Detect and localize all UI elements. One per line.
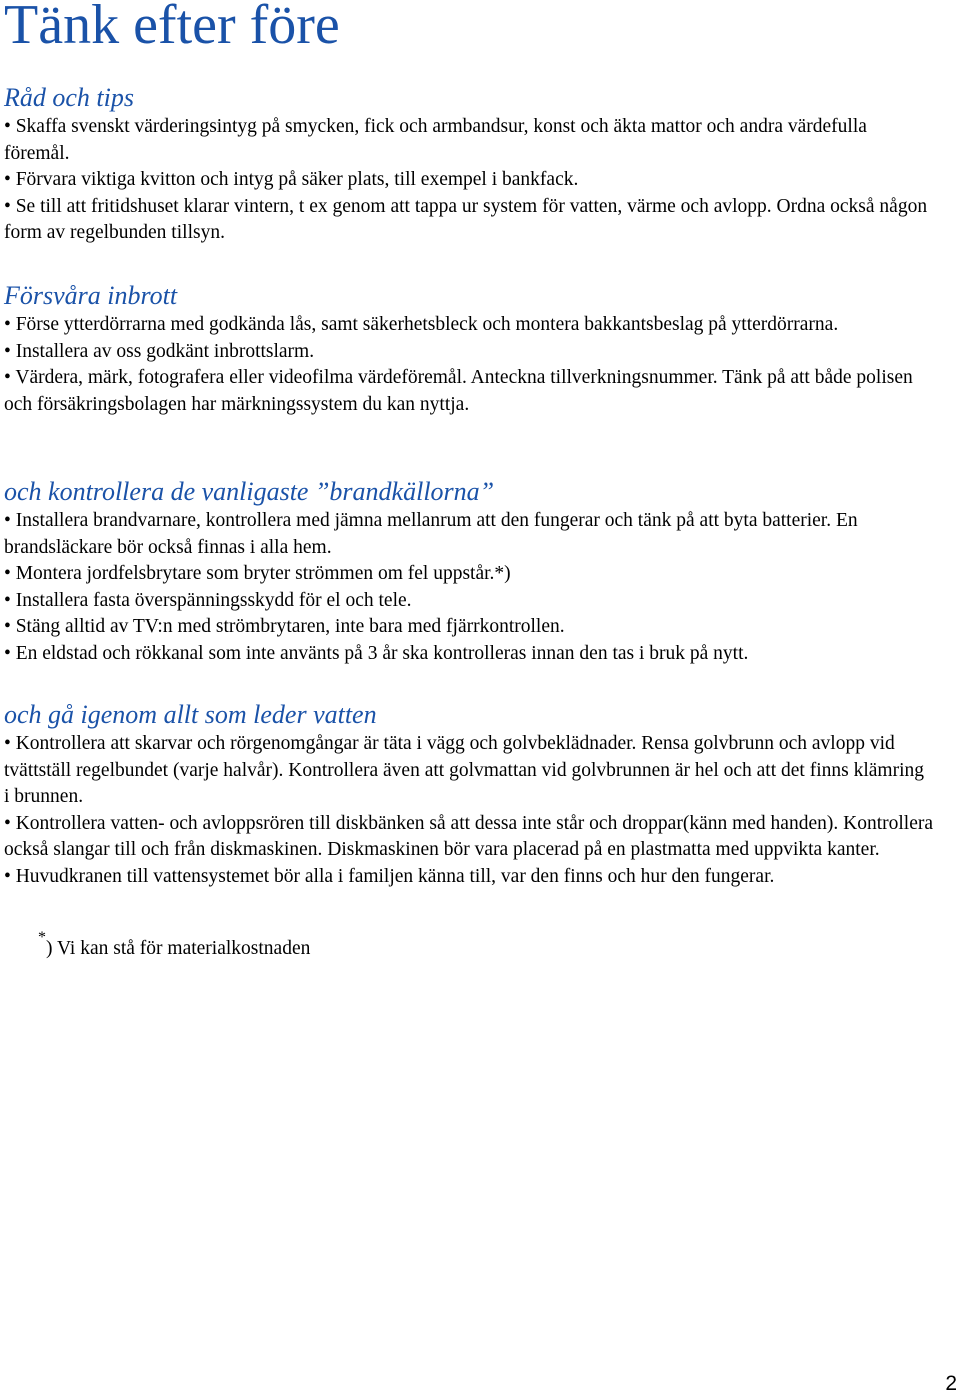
list-item-text: Se till att fritidshuset klarar vintern, t ex genom att tappa ur system för vatten, värme och avlopp. Ordna också någon form av regelbunden tillsyn.: [4, 195, 928, 243]
section-heading: och gå igenom allt som leder vatten: [4, 700, 377, 729]
list-item-text: Stäng alltid av TV:n med strömbrytaren, inte bara med fjärrkontrollen.: [15, 616, 565, 637]
list-item-text: Kontrollera vatten- och avloppsrören till diskbänken så att dessa inte står och droppar(känn med handen). Kontrollera också slangar till och från diskmaskinen. Diskmaskinen bör vara placerad på en plastmatta med uppvikta kanter.: [4, 812, 933, 860]
list-item-text: Kontrollera att skarvar och rörgenomgångar är täta i vägg och golvbeklädnader. Rensa golvbrunn och avlopp vid tvättställ regelbundet (varje halvår). Kontrollera även att golvmattan vid golvbrunnen är hel och att det finns klämring i brunnen.: [4, 733, 924, 807]
bullet-list: [4, 312, 934, 418]
section-heading: Råd och tips: [4, 83, 134, 112]
list-item: [4, 811, 934, 864]
list-item: [4, 614, 934, 641]
list-item: [4, 194, 934, 247]
bullet-icon: •: [4, 642, 11, 664]
bullet-list: [4, 114, 934, 247]
page-title: Tänk efter före: [4, 0, 340, 56]
list-item: [4, 365, 934, 418]
list-item-text: Huvudkranen till vattensystemet bör alla i familjen känna till, var den finns och hur den fungerar.: [15, 865, 775, 887]
bullet-icon: •: [4, 367, 11, 388]
footnote-mark: *: [38, 929, 46, 946]
bullet-icon: •: [4, 340, 11, 362]
list-item: [4, 339, 934, 366]
list-item: [4, 588, 934, 615]
bullet-icon: •: [4, 733, 11, 754]
list-item-text: Förse ytterdörrarna med godkända lås, samt säkerhetsbleck och montera bakkantsbeslag på ytterdörrarna.: [15, 314, 839, 335]
bullet-icon: •: [4, 589, 11, 611]
list-item-text: Installera fasta överspänningsskydd för el och tele.: [15, 589, 412, 611]
list-item-text: Montera jordfelsbrytare som bryter strömmen om fel uppstår.*): [15, 563, 511, 584]
list-item: [4, 312, 934, 339]
list-item: [4, 508, 934, 561]
list-item: [4, 641, 934, 668]
section-brandkallorna: [4, 476, 934, 667]
list-item-text: En eldstad och rökkanal som inte använts på 3 år ska kontrolleras innan den tas i bruk på nytt.: [15, 642, 749, 664]
list-item: [4, 864, 934, 891]
bullet-icon: •: [4, 616, 11, 637]
bullet-icon: •: [4, 195, 11, 217]
section-heading: och kontrollera de vanligaste ”brandkällorna”: [4, 477, 495, 506]
bullet-icon: •: [4, 314, 11, 335]
bullet-icon: •: [4, 116, 11, 137]
section-rad-och-tips: [4, 82, 934, 247]
bullet-icon: •: [4, 865, 11, 887]
list-item-text: Förvara viktiga kvitton och intyg på säker plats, till exempel i bankfack.: [15, 169, 579, 190]
bullet-icon: •: [4, 812, 11, 834]
bullet-list: [4, 731, 934, 890]
section-forsvara-inbrott: [4, 280, 934, 418]
list-item: [4, 114, 934, 167]
bullet-list: [4, 508, 934, 667]
list-item-text: Värdera, märk, fotografera eller videofilma värdeföremål. Anteckna tillverkningsnummer. Tänk på att både polisen och försäkringsbolagen har märkningssystem du kan nyttja.: [4, 367, 913, 415]
footnote-text: ) Vi kan stå för materialkostnaden: [46, 938, 311, 959]
list-item-text: Installera av oss godkänt inbrottslarm.: [15, 340, 315, 362]
bullet-icon: •: [4, 169, 11, 190]
list-item: [4, 731, 934, 811]
list-item: [4, 561, 934, 588]
list-item-text: Installera brandvarnare, kontrollera med jämna mellanrum att den fungerar och tänk på att byta batterier. En brandsläckare bör också finnas i alla hem.: [4, 510, 858, 558]
list-item-text: Skaffa svenskt värderingsintyg på smycken, fick och armbandsur, konst och äkta mattor och andra värdefulla föremål.: [4, 116, 867, 164]
section-vatten: [4, 699, 934, 890]
footnote: [38, 929, 311, 963]
list-item: [4, 167, 934, 194]
section-heading: Försvåra inbrott: [4, 281, 178, 310]
bullet-icon: •: [4, 510, 11, 531]
page-number: 2: [945, 1372, 957, 1395]
bullet-icon: •: [4, 563, 11, 584]
